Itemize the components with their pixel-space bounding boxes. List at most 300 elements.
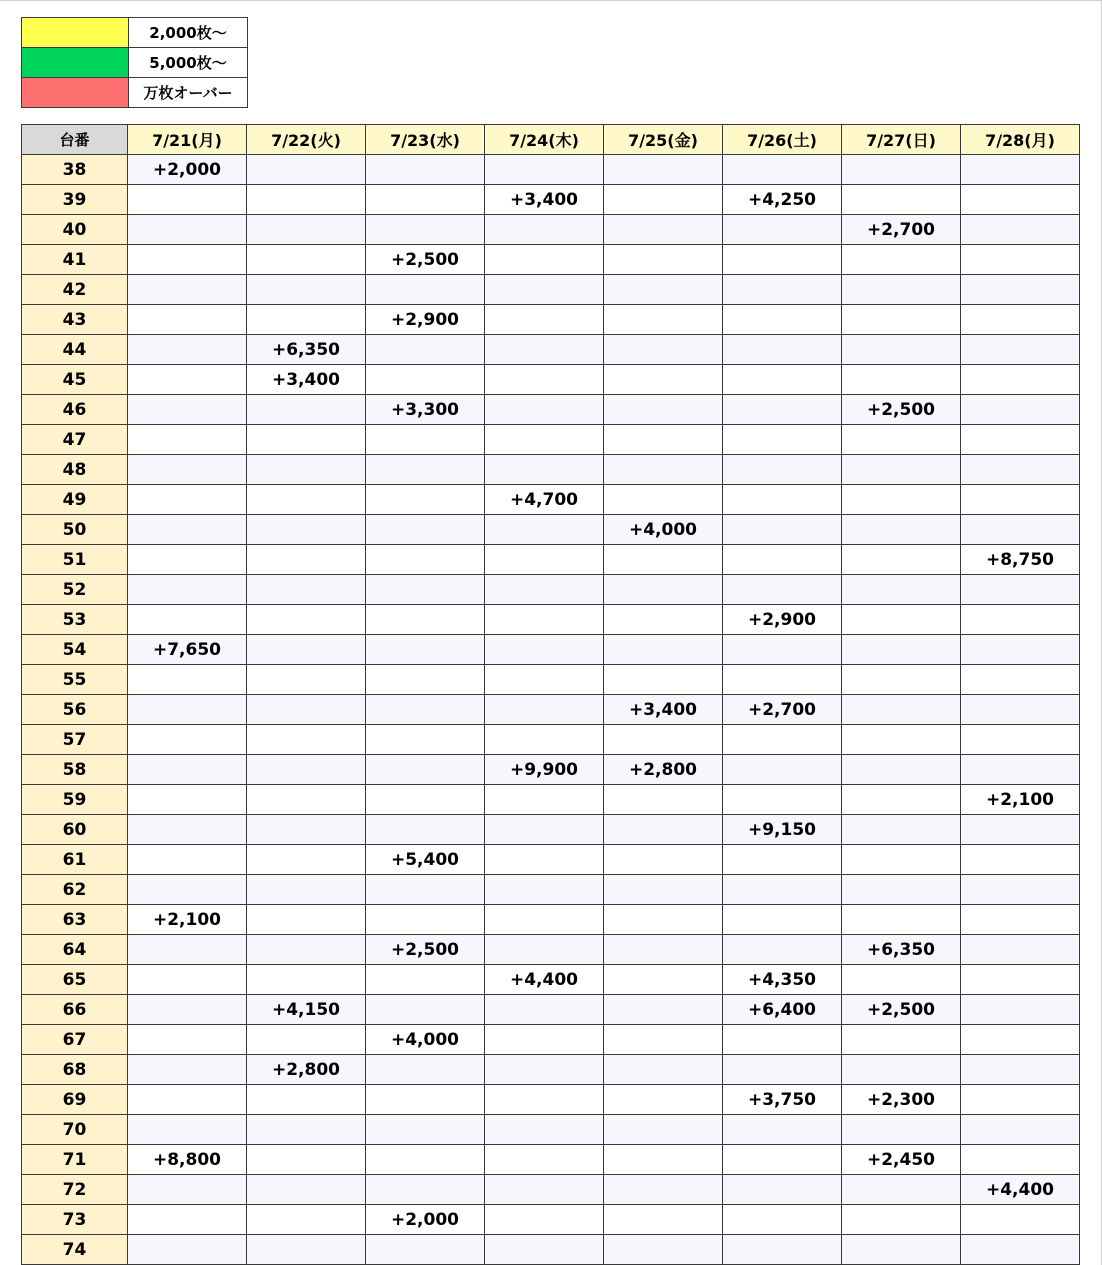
result-cell — [723, 545, 842, 575]
result-cell — [842, 665, 961, 695]
result-cell — [604, 1205, 723, 1235]
date-header: 7/28(月) — [961, 125, 1080, 155]
result-cell — [485, 155, 604, 185]
result-cell — [247, 1115, 366, 1145]
machine-number-cell: 66 — [22, 995, 128, 1025]
result-cell — [842, 965, 961, 995]
machine-number-cell: 53 — [22, 605, 128, 635]
result-cell — [723, 515, 842, 545]
result-cell — [128, 695, 247, 725]
machine-number-cell: 61 — [22, 845, 128, 875]
result-cell — [366, 815, 485, 845]
result-cell: +2,300 — [842, 1085, 961, 1115]
result-cell — [842, 335, 961, 365]
table-row — [22, 1115, 1080, 1145]
result-cell — [128, 455, 247, 485]
result-cell — [961, 605, 1080, 635]
result-cell — [842, 815, 961, 845]
result-cell — [366, 275, 485, 305]
result-cell — [723, 875, 842, 905]
result-cell — [485, 245, 604, 275]
legend-swatch — [22, 48, 129, 78]
result-cell — [485, 875, 604, 905]
result-cell — [485, 1235, 604, 1265]
result-cell: +8,800 — [128, 1145, 247, 1175]
result-cell: +6,350 — [842, 935, 961, 965]
result-cell — [366, 995, 485, 1025]
result-cell: +4,250 — [723, 185, 842, 215]
table-row — [22, 155, 1080, 185]
result-cell — [604, 305, 723, 335]
result-cell — [128, 665, 247, 695]
result-cell — [366, 515, 485, 545]
date-header: 7/27(日) — [842, 125, 961, 155]
machine-number-cell: 72 — [22, 1175, 128, 1205]
result-cell — [961, 365, 1080, 395]
result-cell — [485, 275, 604, 305]
result-cell — [842, 755, 961, 785]
result-cell — [366, 1115, 485, 1145]
result-cell — [842, 455, 961, 485]
result-cell — [604, 395, 723, 425]
result-cell — [247, 1145, 366, 1175]
result-cell — [247, 155, 366, 185]
result-cell: +2,000 — [366, 1205, 485, 1235]
result-cell — [723, 365, 842, 395]
result-cell — [723, 335, 842, 365]
result-cell — [128, 275, 247, 305]
result-cell — [485, 785, 604, 815]
result-cell — [723, 485, 842, 515]
table-row — [22, 275, 1080, 305]
result-cell: +2,700 — [723, 695, 842, 725]
result-cell — [485, 425, 604, 455]
result-cell — [485, 1055, 604, 1085]
result-cell — [247, 815, 366, 845]
result-cell — [723, 215, 842, 245]
machine-number-cell: 45 — [22, 365, 128, 395]
date-header: 7/21(月) — [128, 125, 247, 155]
table-row — [22, 605, 1080, 635]
result-cell — [247, 515, 366, 545]
machine-number-cell: 68 — [22, 1055, 128, 1085]
result-cell: +2,800 — [604, 755, 723, 785]
table-row — [22, 1235, 1080, 1265]
result-cell — [604, 1145, 723, 1175]
machine-number-cell: 59 — [22, 785, 128, 815]
table-row — [22, 335, 1080, 365]
result-cell: +2,100 — [128, 905, 247, 935]
result-cell — [723, 395, 842, 425]
result-cell — [723, 1145, 842, 1175]
result-cell — [247, 245, 366, 275]
result-cell — [723, 575, 842, 605]
result-cell — [247, 665, 366, 695]
result-cell — [128, 815, 247, 845]
result-cell — [604, 335, 723, 365]
machine-number-cell: 73 — [22, 1205, 128, 1235]
result-cell — [485, 395, 604, 425]
result-cell — [366, 695, 485, 725]
result-cell — [485, 1025, 604, 1055]
result-cell — [842, 875, 961, 905]
result-cell — [366, 1175, 485, 1205]
result-cell — [723, 275, 842, 305]
result-cell — [961, 575, 1080, 605]
result-cell — [842, 905, 961, 935]
result-cell — [604, 1175, 723, 1205]
result-cell: +5,400 — [366, 845, 485, 875]
result-cell: +3,750 — [723, 1085, 842, 1115]
result-cell — [961, 665, 1080, 695]
machine-number-cell: 43 — [22, 305, 128, 335]
machine-number-cell: 56 — [22, 695, 128, 725]
result-cell — [604, 545, 723, 575]
result-cell — [961, 275, 1080, 305]
result-cell — [485, 995, 604, 1025]
table-row — [22, 305, 1080, 335]
result-cell — [485, 455, 604, 485]
table-row — [22, 815, 1080, 845]
table-row — [22, 1055, 1080, 1085]
frame-top-border — [0, 0, 1102, 1]
result-cell — [247, 185, 366, 215]
result-cell — [128, 215, 247, 245]
result-cell — [485, 1205, 604, 1235]
result-cell: +2,900 — [366, 305, 485, 335]
table-row — [22, 635, 1080, 665]
result-cell — [247, 275, 366, 305]
result-cell — [247, 695, 366, 725]
result-cell — [604, 185, 723, 215]
result-cell — [723, 905, 842, 935]
table-row — [22, 515, 1080, 545]
result-cell — [961, 335, 1080, 365]
result-cell — [128, 875, 247, 905]
date-header: 7/26(土) — [723, 125, 842, 155]
table-row — [22, 965, 1080, 995]
result-cell — [247, 935, 366, 965]
result-cell — [366, 455, 485, 485]
machine-number-cell: 60 — [22, 815, 128, 845]
result-cell: +7,650 — [128, 635, 247, 665]
result-cell — [128, 365, 247, 395]
legend-label: 5,000枚〜 — [129, 48, 248, 78]
result-cell — [842, 695, 961, 725]
result-cell — [723, 725, 842, 755]
result-cell — [128, 515, 247, 545]
machine-number-cell: 48 — [22, 455, 128, 485]
result-cell — [961, 845, 1080, 875]
result-cell — [842, 275, 961, 305]
table-row — [22, 755, 1080, 785]
machine-number-cell: 39 — [22, 185, 128, 215]
result-cell — [723, 155, 842, 185]
result-cell — [604, 605, 723, 635]
result-cell — [961, 1025, 1080, 1055]
result-cell: +4,150 — [247, 995, 366, 1025]
result-cell — [366, 605, 485, 635]
machine-number-cell: 40 — [22, 215, 128, 245]
result-cell — [128, 335, 247, 365]
date-header: 7/23(水) — [366, 125, 485, 155]
result-cell — [604, 995, 723, 1025]
result-cell: +2,500 — [842, 395, 961, 425]
table-row — [22, 455, 1080, 485]
table-row — [22, 575, 1080, 605]
machine-number-cell: 54 — [22, 635, 128, 665]
result-cell — [723, 755, 842, 785]
result-cell — [604, 905, 723, 935]
result-cell — [485, 815, 604, 845]
result-cell: +2,700 — [842, 215, 961, 245]
result-cell — [366, 1085, 485, 1115]
result-cell — [128, 1055, 247, 1085]
legend-row — [22, 48, 248, 78]
table-row — [22, 845, 1080, 875]
result-cell — [247, 605, 366, 635]
result-cell — [842, 575, 961, 605]
machine-number-cell: 49 — [22, 485, 128, 515]
result-cell — [128, 935, 247, 965]
legend-row — [22, 18, 248, 48]
result-cell — [128, 305, 247, 335]
result-cell — [723, 935, 842, 965]
result-cell: +4,000 — [604, 515, 723, 545]
result-cell — [366, 215, 485, 245]
result-cell — [723, 1055, 842, 1085]
result-cell: +4,700 — [485, 485, 604, 515]
result-cell — [723, 245, 842, 275]
machine-number-header: 台番 — [22, 125, 128, 155]
result-cell — [604, 215, 723, 245]
result-cell — [366, 575, 485, 605]
result-cell — [961, 905, 1080, 935]
result-cell — [604, 275, 723, 305]
results-table — [21, 124, 1080, 1265]
legend-swatch — [22, 18, 129, 48]
result-cell — [128, 1175, 247, 1205]
machine-number-cell: 55 — [22, 665, 128, 695]
machine-number-cell: 69 — [22, 1085, 128, 1115]
result-cell — [961, 1205, 1080, 1235]
result-cell — [128, 1235, 247, 1265]
result-cell — [604, 785, 723, 815]
result-cell — [128, 545, 247, 575]
result-cell — [961, 425, 1080, 455]
result-cell — [604, 935, 723, 965]
result-cell — [604, 425, 723, 455]
result-cell — [961, 815, 1080, 845]
result-cell: +8,750 — [961, 545, 1080, 575]
result-cell — [366, 905, 485, 935]
result-cell — [723, 1205, 842, 1235]
result-cell — [604, 245, 723, 275]
machine-number-cell: 47 — [22, 425, 128, 455]
machine-number-cell: 74 — [22, 1235, 128, 1265]
result-cell — [961, 725, 1080, 755]
machine-number-cell: 65 — [22, 965, 128, 995]
table-row — [22, 665, 1080, 695]
result-cell — [842, 155, 961, 185]
machine-number-cell: 50 — [22, 515, 128, 545]
result-cell — [128, 425, 247, 455]
result-cell — [604, 815, 723, 845]
table-row — [22, 245, 1080, 275]
result-cell — [842, 605, 961, 635]
table-row — [22, 485, 1080, 515]
result-cell — [366, 725, 485, 755]
result-cell — [723, 305, 842, 335]
table-row — [22, 1025, 1080, 1055]
result-cell — [485, 575, 604, 605]
result-cell — [485, 215, 604, 245]
result-cell — [247, 875, 366, 905]
result-cell — [842, 305, 961, 335]
result-cell — [961, 395, 1080, 425]
result-cell — [366, 1235, 485, 1265]
result-cell — [247, 1025, 366, 1055]
result-cell — [247, 755, 366, 785]
result-cell — [961, 935, 1080, 965]
result-cell — [247, 635, 366, 665]
result-cell — [842, 725, 961, 755]
result-cell — [366, 425, 485, 455]
result-cell — [485, 725, 604, 755]
result-cell — [247, 1205, 366, 1235]
result-cell — [128, 185, 247, 215]
result-cell — [961, 695, 1080, 725]
table-row — [22, 725, 1080, 755]
result-cell — [604, 1115, 723, 1145]
result-cell: +2,500 — [366, 245, 485, 275]
result-cell — [247, 905, 366, 935]
result-cell — [128, 395, 247, 425]
result-cell — [247, 485, 366, 515]
result-cell — [247, 965, 366, 995]
result-cell — [842, 1235, 961, 1265]
result-cell — [247, 1175, 366, 1205]
result-cell — [247, 215, 366, 245]
result-cell — [842, 845, 961, 875]
result-cell — [485, 665, 604, 695]
result-cell — [485, 515, 604, 545]
result-cell — [604, 365, 723, 395]
machine-number-cell: 46 — [22, 395, 128, 425]
date-header: 7/25(金) — [604, 125, 723, 155]
result-cell — [485, 365, 604, 395]
result-cell — [485, 905, 604, 935]
result-cell — [366, 545, 485, 575]
result-cell: +2,900 — [723, 605, 842, 635]
header-row — [22, 125, 1080, 155]
result-cell — [604, 635, 723, 665]
result-cell — [604, 1085, 723, 1115]
result-cell — [723, 425, 842, 455]
legend-swatch — [22, 78, 129, 108]
machine-number-cell: 38 — [22, 155, 128, 185]
date-header: 7/24(木) — [485, 125, 604, 155]
result-cell — [723, 1235, 842, 1265]
table-row — [22, 905, 1080, 935]
result-cell — [604, 965, 723, 995]
result-cell — [723, 1115, 842, 1145]
result-cell — [128, 575, 247, 605]
machine-number-cell: 44 — [22, 335, 128, 365]
result-cell — [961, 245, 1080, 275]
result-cell: +4,400 — [485, 965, 604, 995]
result-cell — [723, 845, 842, 875]
result-cell — [128, 485, 247, 515]
result-cell: +4,350 — [723, 965, 842, 995]
result-cell — [604, 665, 723, 695]
result-cell — [842, 1205, 961, 1235]
machine-number-cell: 62 — [22, 875, 128, 905]
table-row — [22, 935, 1080, 965]
table-row — [22, 1085, 1080, 1115]
result-cell — [366, 755, 485, 785]
legend-label: 2,000枚〜 — [129, 18, 248, 48]
result-cell — [961, 755, 1080, 785]
result-cell — [842, 1175, 961, 1205]
result-cell — [842, 245, 961, 275]
result-cell — [366, 875, 485, 905]
result-cell — [961, 635, 1080, 665]
result-cell — [604, 845, 723, 875]
result-cell — [247, 455, 366, 485]
table-row — [22, 1205, 1080, 1235]
result-cell — [247, 785, 366, 815]
machine-number-cell: 64 — [22, 935, 128, 965]
result-cell — [128, 605, 247, 635]
result-cell — [247, 845, 366, 875]
result-cell — [842, 365, 961, 395]
result-cell — [247, 425, 366, 455]
result-cell — [128, 995, 247, 1025]
machine-number-cell: 67 — [22, 1025, 128, 1055]
result-cell — [723, 635, 842, 665]
result-cell — [128, 1025, 247, 1055]
result-cell — [485, 545, 604, 575]
result-cell — [247, 1085, 366, 1115]
result-cell — [961, 455, 1080, 485]
result-cell — [961, 185, 1080, 215]
result-cell — [961, 1115, 1080, 1145]
result-cell — [842, 1055, 961, 1085]
result-cell — [366, 1145, 485, 1175]
result-cell: +3,400 — [485, 185, 604, 215]
result-cell — [485, 1175, 604, 1205]
result-cell — [604, 725, 723, 755]
legend-row — [22, 78, 248, 108]
result-cell — [366, 335, 485, 365]
result-cell — [366, 155, 485, 185]
date-header: 7/22(火) — [247, 125, 366, 155]
result-cell — [485, 845, 604, 875]
result-cell — [485, 335, 604, 365]
result-cell: +2,100 — [961, 785, 1080, 815]
result-cell: +6,400 — [723, 995, 842, 1025]
result-cell: +2,450 — [842, 1145, 961, 1175]
result-cell — [961, 485, 1080, 515]
result-cell — [247, 305, 366, 335]
result-cell — [723, 455, 842, 485]
result-cell: +2,500 — [366, 935, 485, 965]
table-row — [22, 365, 1080, 395]
result-cell — [961, 1085, 1080, 1115]
result-cell: +4,000 — [366, 1025, 485, 1055]
result-cell — [604, 575, 723, 605]
